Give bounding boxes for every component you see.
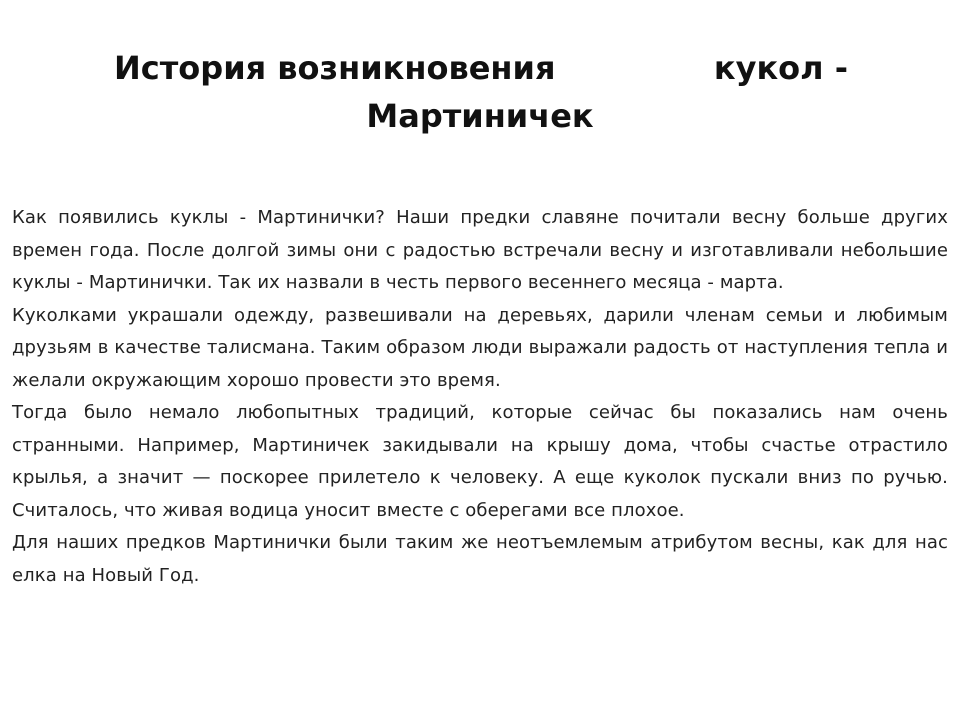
title-line-1 [90,44,870,92]
title-line-2 [90,92,870,140]
title-part-1: История возникновения [114,49,556,87]
paragraph-1: Как появились куклы - Мартинички? Наши предки славяне почитали весну больше других времен года. После долгой зимы они с радостью встречали весну и изготавливали небольшие куклы - Мартинички. Так их назвали в честь первого весеннего месяца - марта. [12,207,948,293]
slide-title [90,44,870,140]
paragraph-2: Куколками украшали одежду, развешивали на деревьях, дарили членам семьи и любимым друзьям в качестве талисмана. Таким образом люди выражали радость от наступления тепла и желали окружающим хорошо провести это время. [12,304,948,391]
paragraph-4: Для наших предков Мартинички были таким же неотъемлемым атрибутом весны, как для нас елка на Новый Год. [12,532,948,586]
title-part-3: Мартиничек [366,97,594,135]
paragraph-3: Тогда было немало любопытных традиций, которые сейчас бы показались нам очень странными. Например, Мартиничек закидывали на крышу дома, чтобы счастье отрастило крылья, а значит — поскорее прилетело к человеку. А еще куколок пускали вниз по ручью. Считалось, что живая водица уносит вместе с оберегами все плохое. [12,402,948,521]
slide-body [12,202,948,592]
title-part-2: кукол - [713,49,848,87]
